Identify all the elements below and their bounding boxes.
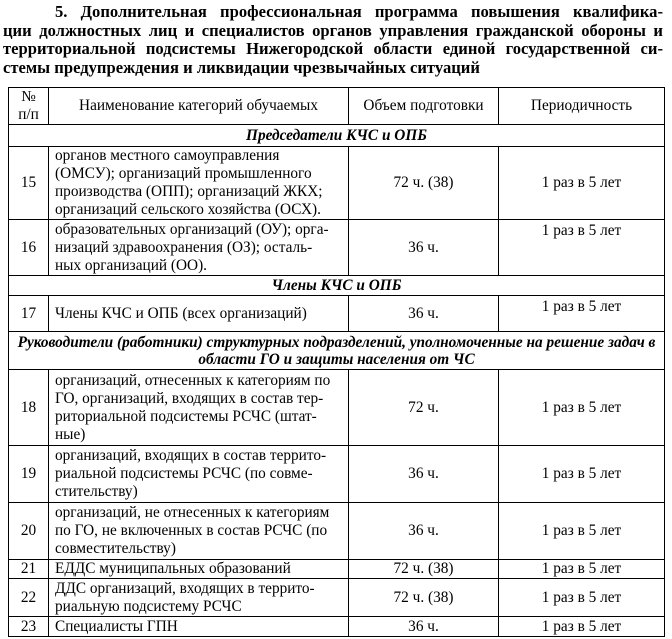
table-row <box>9 579 665 617</box>
category-line: риальную подсистему РСЧС <box>55 597 242 615</box>
category-line: организаций, отнесенных к категориям по <box>55 371 331 389</box>
section-row <box>9 332 665 370</box>
category-line: организаций, входящих в состав террито- <box>55 447 327 464</box>
category-line: (ОМСУ); организаций промышленного <box>55 165 312 182</box>
table-row <box>9 503 665 560</box>
category-line: органов местного самоуправления <box>55 147 280 164</box>
row-category <box>49 220 349 276</box>
row-period: 1 раз в 5 лет <box>499 296 665 332</box>
row-period: 1 раз в 5 лет <box>499 617 665 637</box>
row-category: Специалисты ГПН <box>49 617 349 637</box>
row-period: 1 раз в 5 лет <box>499 579 665 617</box>
heading-line: стемы предупреждения и ликвидации чрезвычайных ситуаций <box>3 57 480 77</box>
row-category <box>49 503 349 560</box>
header-volume: Объем подготовки <box>349 88 499 125</box>
category-line: стительству) <box>55 483 138 500</box>
header-number-line: п/п <box>18 106 39 123</box>
category-line: по ГО, не включенных в состав РСЧС (по <box>55 522 328 539</box>
table-row <box>9 220 665 276</box>
program-heading <box>3 3 663 77</box>
table-row <box>9 617 665 637</box>
row-number: 19 <box>9 446 49 503</box>
row-volume: 36 ч. <box>349 220 499 276</box>
row-number: 17 <box>9 296 49 332</box>
section-row <box>9 276 665 296</box>
training-table <box>8 87 665 637</box>
row-number: 23 <box>9 617 49 637</box>
category-line: ные) <box>55 425 86 443</box>
heading-line: территориальной подсистемы Нижегородской области единой государственной си- <box>3 39 663 59</box>
category-line: организаций сельского хозяйства (ОСХ). <box>55 201 321 218</box>
row-period: 1 раз в 5 лет <box>499 370 665 446</box>
category-line: совместительству) <box>55 540 176 557</box>
header-number <box>9 88 49 125</box>
header-category: Наименование категорий обучаемых <box>49 88 349 125</box>
table-row <box>9 560 665 579</box>
heading-line: ции должностных лиц и специалистов органов управления гражданской обороны и <box>3 20 663 40</box>
table-row <box>9 147 665 220</box>
section-title: Председатели КЧС и ОПБ <box>9 125 665 147</box>
category-line: низаций здравоохранения (ОЗ); осталь- <box>55 238 313 256</box>
row-category: ЕДДС муниципальных образований <box>49 560 349 579</box>
row-category <box>49 579 349 617</box>
row-period: 1 раз в 5 лет <box>499 446 665 503</box>
row-volume: 36 ч. <box>349 617 499 637</box>
row-number: 18 <box>9 370 49 446</box>
category-line: риториальной подсистемы РСЧС (штат- <box>55 407 317 425</box>
row-number: 15 <box>9 147 49 220</box>
row-number: 21 <box>9 560 49 579</box>
row-volume: 72 ч. <box>349 370 499 446</box>
section-title: Руководители (работники) структурных подразделений, уполномоченные на решение задач в области ГО и защиты населения от ЧС <box>9 332 665 370</box>
row-period: 1 раз в 5 лет <box>499 220 665 276</box>
category-line: ных организаций (ОО). <box>55 256 207 274</box>
row-period: 1 раз в 5 лет <box>499 560 665 579</box>
category-line: организаций, не отнесенных к категориям <box>55 504 330 521</box>
row-number: 20 <box>9 503 49 560</box>
category-line: образовательных организаций (ОУ); орга- <box>55 220 329 238</box>
section-title: Члены КЧС и ОПБ <box>9 276 665 296</box>
row-number: 16 <box>9 220 49 276</box>
row-category: Члены КЧС и ОПБ (всех организаций) <box>49 296 349 332</box>
row-volume: 72 ч. (38) <box>349 147 499 220</box>
training-table-container <box>8 87 664 639</box>
table-row <box>9 296 665 332</box>
category-line: ДДС организаций, входящих в террито- <box>55 579 315 597</box>
table-header-row <box>9 88 665 125</box>
row-volume: 72 ч. (38) <box>349 579 499 617</box>
row-number: 22 <box>9 579 49 617</box>
row-volume: 36 ч. <box>349 503 499 560</box>
header-period: Периодичность <box>499 88 665 125</box>
table-row <box>9 446 665 503</box>
row-volume: 36 ч. <box>349 446 499 503</box>
row-category <box>49 370 349 446</box>
row-period: 1 раз в 5 лет <box>499 503 665 560</box>
section-row <box>9 125 665 147</box>
category-line: риальной подсистемы РСЧС (по совме- <box>55 465 313 482</box>
heading-line: 5. Дополнительная профессиональная программа повышения квалифика- <box>55 2 663 21</box>
row-category <box>49 147 349 220</box>
header-number-line: № <box>21 88 36 105</box>
row-volume: 72 ч. (38) <box>349 560 499 579</box>
row-volume: 36 ч. <box>349 296 499 332</box>
row-category <box>49 446 349 503</box>
category-line: ГО, организаций, входящих в состав тер- <box>55 389 324 407</box>
row-period: 1 раз в 5 лет <box>499 147 665 220</box>
table-row <box>9 370 665 446</box>
category-line: производства (ОПП); организаций ЖКХ; <box>55 183 323 200</box>
